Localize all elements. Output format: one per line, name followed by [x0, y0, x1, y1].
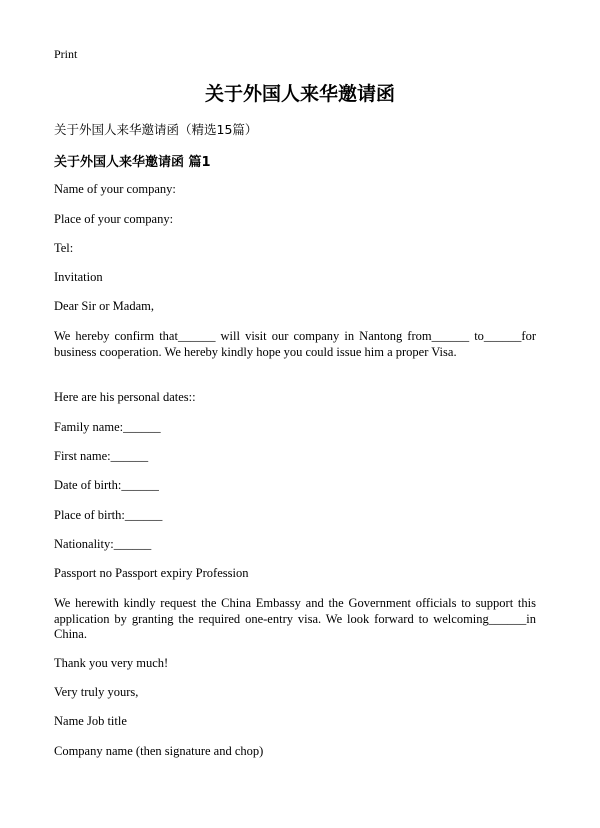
company-place-line: Place of your company: [54, 212, 174, 226]
request-paragraph: We herewith kindly request the China Embassy and the Government officials to support this application by granting the required one-entry visa. We look forward to welcoming______in China. [54, 596, 536, 641]
closing-line: Very truly yours, [54, 685, 139, 699]
company-signature-line: Company name (then signature and chop) [54, 744, 264, 758]
date-of-birth-line: Date of birth:______ [54, 478, 159, 492]
personal-dates-line: Here are his personal dates:: [54, 390, 196, 404]
document-title: 关于外国人来华邀请函 [204, 83, 395, 105]
salutation-line: Dear Sir or Madam, [54, 299, 154, 313]
nationality-line: Nationality:______ [54, 537, 152, 551]
name-job-line: Name Job title [54, 714, 127, 728]
thanks-line: Thank you very much! [54, 656, 169, 670]
section-heading: 关于外国人来华邀请函 篇1 [54, 155, 211, 170]
company-name-line: Name of your company: [54, 182, 176, 196]
invitation-line: Invitation [54, 270, 103, 284]
place-of-birth-line: Place of birth:______ [54, 508, 163, 522]
confirm-paragraph: We hereby confirm that______ will visit our company in Nantong from______ to______for business cooperation. We hereby kindly hope you could issue him a proper Visa. [54, 329, 536, 359]
family-name-line: Family name:______ [54, 420, 161, 434]
print-link[interactable]: Print [54, 47, 78, 61]
passport-line: Passport no Passport expiry Profession [54, 566, 249, 580]
tel-line: Tel: [54, 241, 74, 255]
document-subtitle: 关于外国人来华邀请函（精选15篇） [54, 122, 258, 137]
first-name-line: First name:______ [54, 449, 149, 463]
